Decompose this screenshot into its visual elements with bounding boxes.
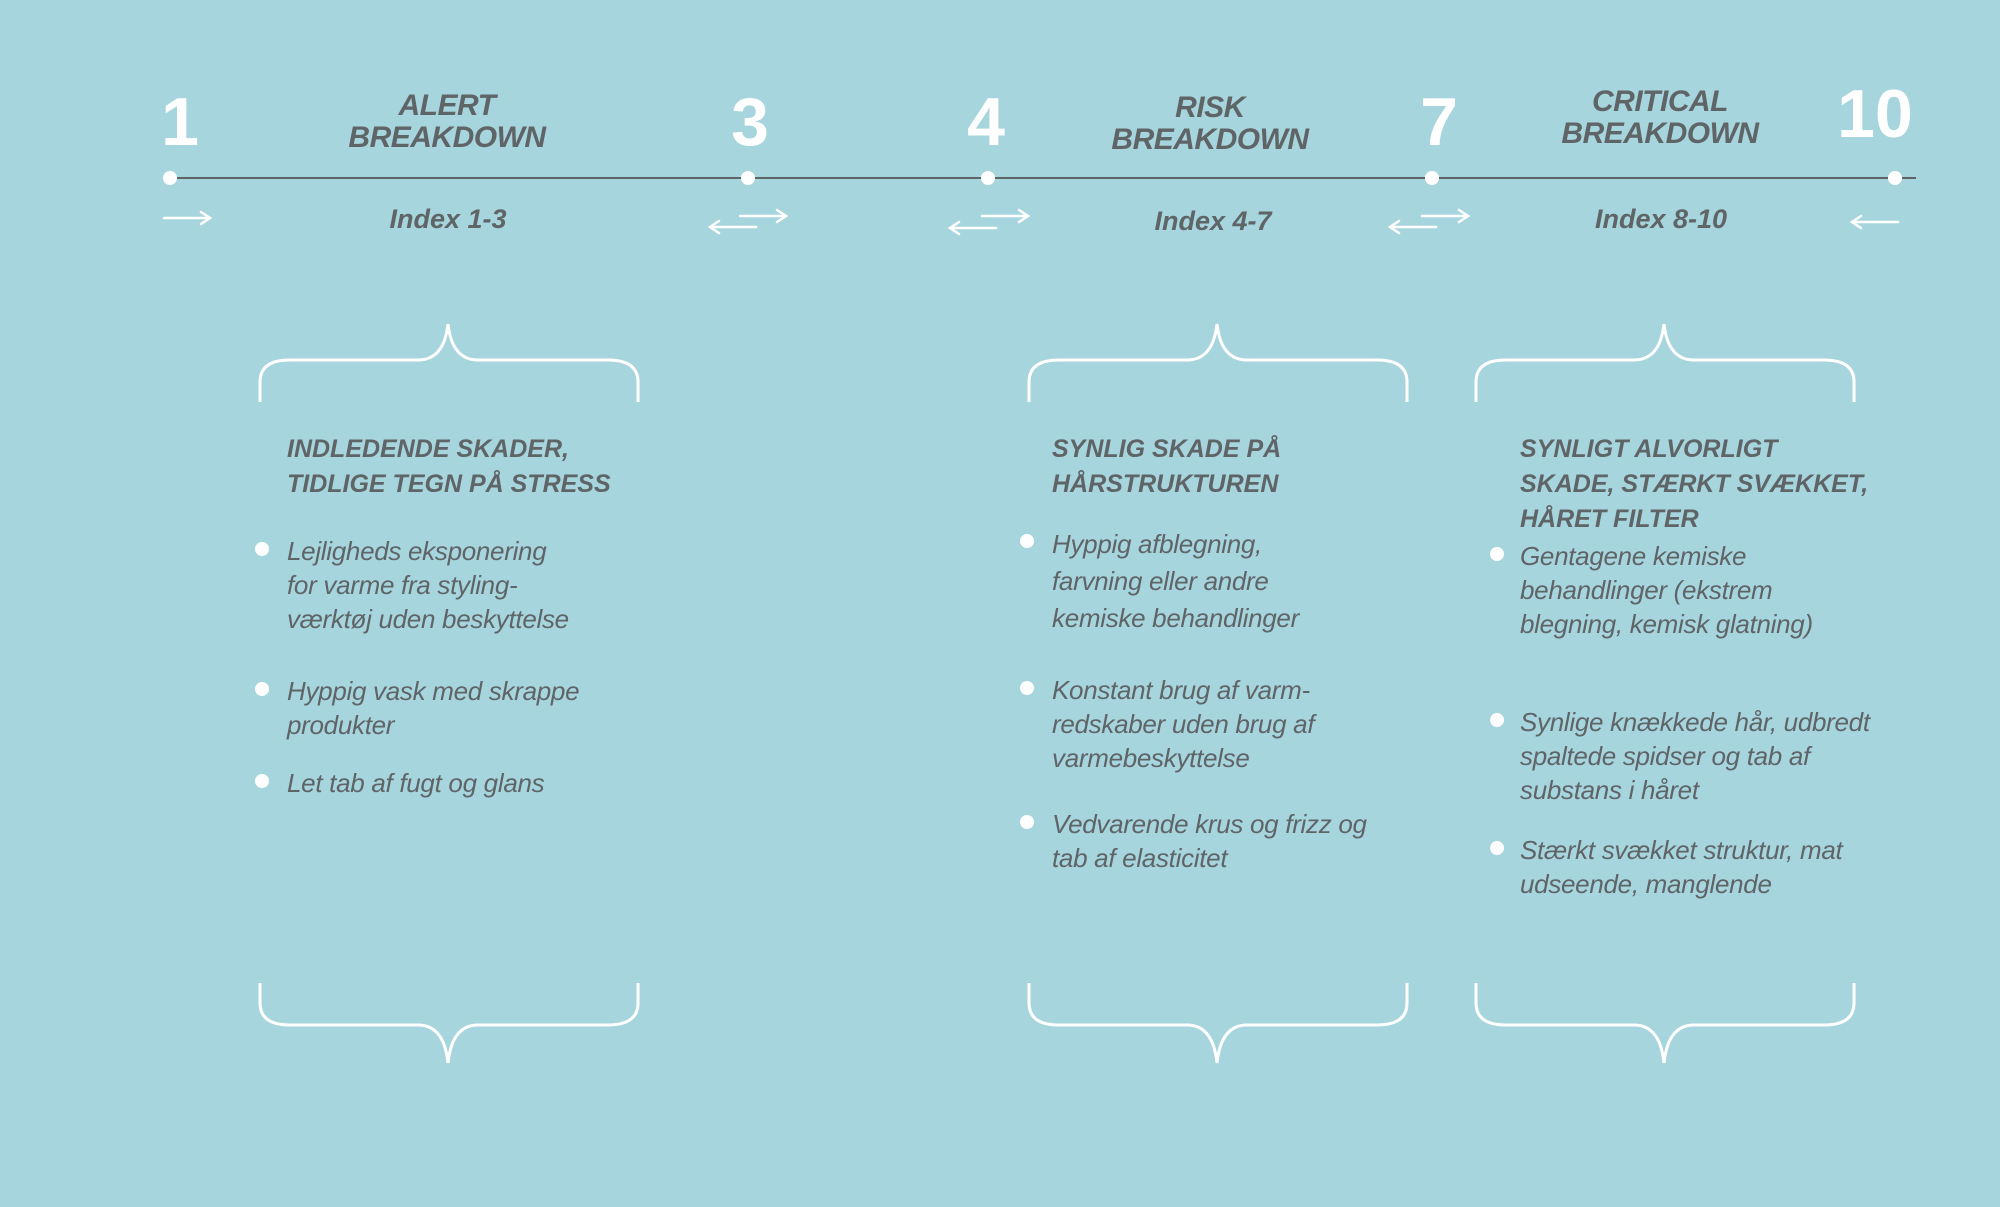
bullet-icon	[1020, 815, 1034, 829]
bullet-icon	[255, 542, 269, 556]
group-risk	[1052, 432, 1412, 913]
arrow-right-icon	[1422, 210, 1468, 222]
bullet-line: Gentagene kemiske	[1520, 541, 1747, 571]
group-heading-line: TIDLIGE TEGN PÅ STRESS	[287, 470, 611, 498]
group-heading	[1520, 432, 1900, 537]
group-heading-line: SKADE, STÆRKT SVÆKKET,	[1520, 470, 1869, 498]
bullet-line: Synlige knækkede hår, udbredt	[1520, 707, 1870, 737]
bullet-line: spaltede spidser og tab af	[1520, 741, 1810, 771]
bullet-line: værktøj uden beskyttelse	[287, 604, 569, 634]
stage-title-risk	[1040, 92, 1380, 156]
stage-title-line: BREAKDOWN	[1561, 117, 1759, 150]
list-item	[287, 766, 647, 800]
bullet-icon	[1490, 713, 1504, 727]
bullet-list	[1052, 526, 1412, 875]
list-item	[1052, 807, 1412, 875]
bullet-line: redskaber uden brug af	[1052, 709, 1315, 739]
group-alert	[287, 432, 647, 838]
bullet-icon	[1020, 681, 1034, 695]
arrow-left-icon	[1852, 216, 1898, 228]
scale-marker-3: 3	[731, 84, 769, 160]
list-item	[1520, 705, 1900, 807]
brace-bottom-alert	[258, 983, 640, 1065]
brace-bottom-critical	[1474, 983, 1856, 1065]
bullet-line: Konstant brug af varm-	[1052, 675, 1310, 705]
bullet-icon	[1020, 534, 1034, 548]
group-heading-line: INDLEDENDE SKADER,	[287, 435, 569, 463]
stage-title-line: BREAKDOWN	[348, 121, 546, 154]
stage-title-alert	[277, 90, 617, 154]
list-item	[287, 534, 647, 636]
timeline-dot-4	[981, 171, 995, 185]
bullet-icon	[255, 682, 269, 696]
list-item	[1520, 539, 1900, 641]
bullet-line: produkter	[287, 710, 395, 740]
list-item	[1052, 526, 1412, 637]
bullet-icon	[255, 774, 269, 788]
bullet-line: udseende, manglende	[1520, 869, 1772, 899]
index-label-alert: Index 1-3	[389, 204, 507, 234]
bullet-line: for varme fra styling-	[287, 570, 518, 600]
stage-title-line: ALERT	[398, 89, 496, 122]
stage-title-critical	[1490, 86, 1830, 150]
bullet-line: Hyppig afblegning,	[1052, 529, 1262, 559]
arrow-left-icon	[950, 222, 996, 234]
bullet-line: Stærkt svækket struktur, mat	[1520, 835, 1843, 865]
list-item	[287, 674, 647, 742]
scale-marker-1: 1	[161, 84, 199, 160]
stage-title-line: RISK	[1175, 91, 1245, 124]
group-heading-line: SYNLIG SKADE PÅ	[1052, 435, 1282, 463]
bullet-line: substans i håret	[1520, 775, 1699, 805]
arrow-left-icon	[1390, 221, 1436, 233]
group-critical	[1520, 432, 1900, 939]
bullet-line: Let tab af fugt og glans	[287, 768, 545, 798]
bullet-list	[287, 534, 647, 800]
scale-marker-4: 4	[967, 84, 1005, 160]
bullet-icon	[1490, 547, 1504, 561]
bullet-line: Vedvarende krus og frizz og	[1052, 809, 1367, 839]
bullet-line: Hyppig vask med skrappe	[287, 676, 580, 706]
bullet-icon	[1490, 841, 1504, 855]
index-label-critical: Index 8-10	[1594, 204, 1728, 234]
bullet-line: behandlinger (ekstrem	[1520, 575, 1773, 605]
bullet-line: Lejligheds eksponering	[287, 536, 547, 566]
timeline-dot-10	[1888, 171, 1902, 185]
list-item	[1052, 673, 1412, 775]
scale-marker-10: 10	[1837, 76, 1913, 152]
timeline-dot-3	[741, 171, 755, 185]
arrow-left-icon	[710, 221, 756, 233]
timeline-dot-1	[163, 171, 177, 185]
index-label-risk: Index 4-7	[1154, 206, 1272, 236]
brace-bottom-risk	[1027, 983, 1409, 1065]
bullet-list	[1520, 539, 1900, 901]
group-heading-line: SYNLIGT ALVORLIGT	[1520, 435, 1778, 463]
group-heading-line: HÅRET FILTER	[1520, 505, 1699, 533]
arrow-right-icon	[164, 212, 210, 224]
list-item	[1520, 833, 1900, 901]
group-heading	[1052, 432, 1412, 502]
bullet-line: farvning eller andre	[1052, 566, 1269, 596]
brace-top-alert	[258, 322, 640, 402]
arrow-right-icon	[740, 210, 786, 222]
brace-top-risk	[1027, 322, 1409, 402]
bullet-line: varmebeskyttelse	[1052, 743, 1250, 773]
group-heading-line: HÅRSTRUKTUREN	[1052, 470, 1279, 498]
bullet-line: tab af elasticitet	[1052, 843, 1228, 873]
arrow-right-icon	[982, 210, 1028, 222]
timeline-dot-7	[1425, 171, 1439, 185]
stage-title-line: CRITICAL	[1592, 85, 1728, 118]
brace-top-critical	[1474, 322, 1856, 402]
stage-title-line: BREAKDOWN	[1111, 123, 1309, 156]
bullet-line: kemiske behandlinger	[1052, 603, 1299, 633]
scale-marker-7: 7	[1420, 84, 1458, 160]
group-heading	[287, 432, 647, 502]
bullet-line: blegning, kemisk glatning)	[1520, 609, 1813, 639]
